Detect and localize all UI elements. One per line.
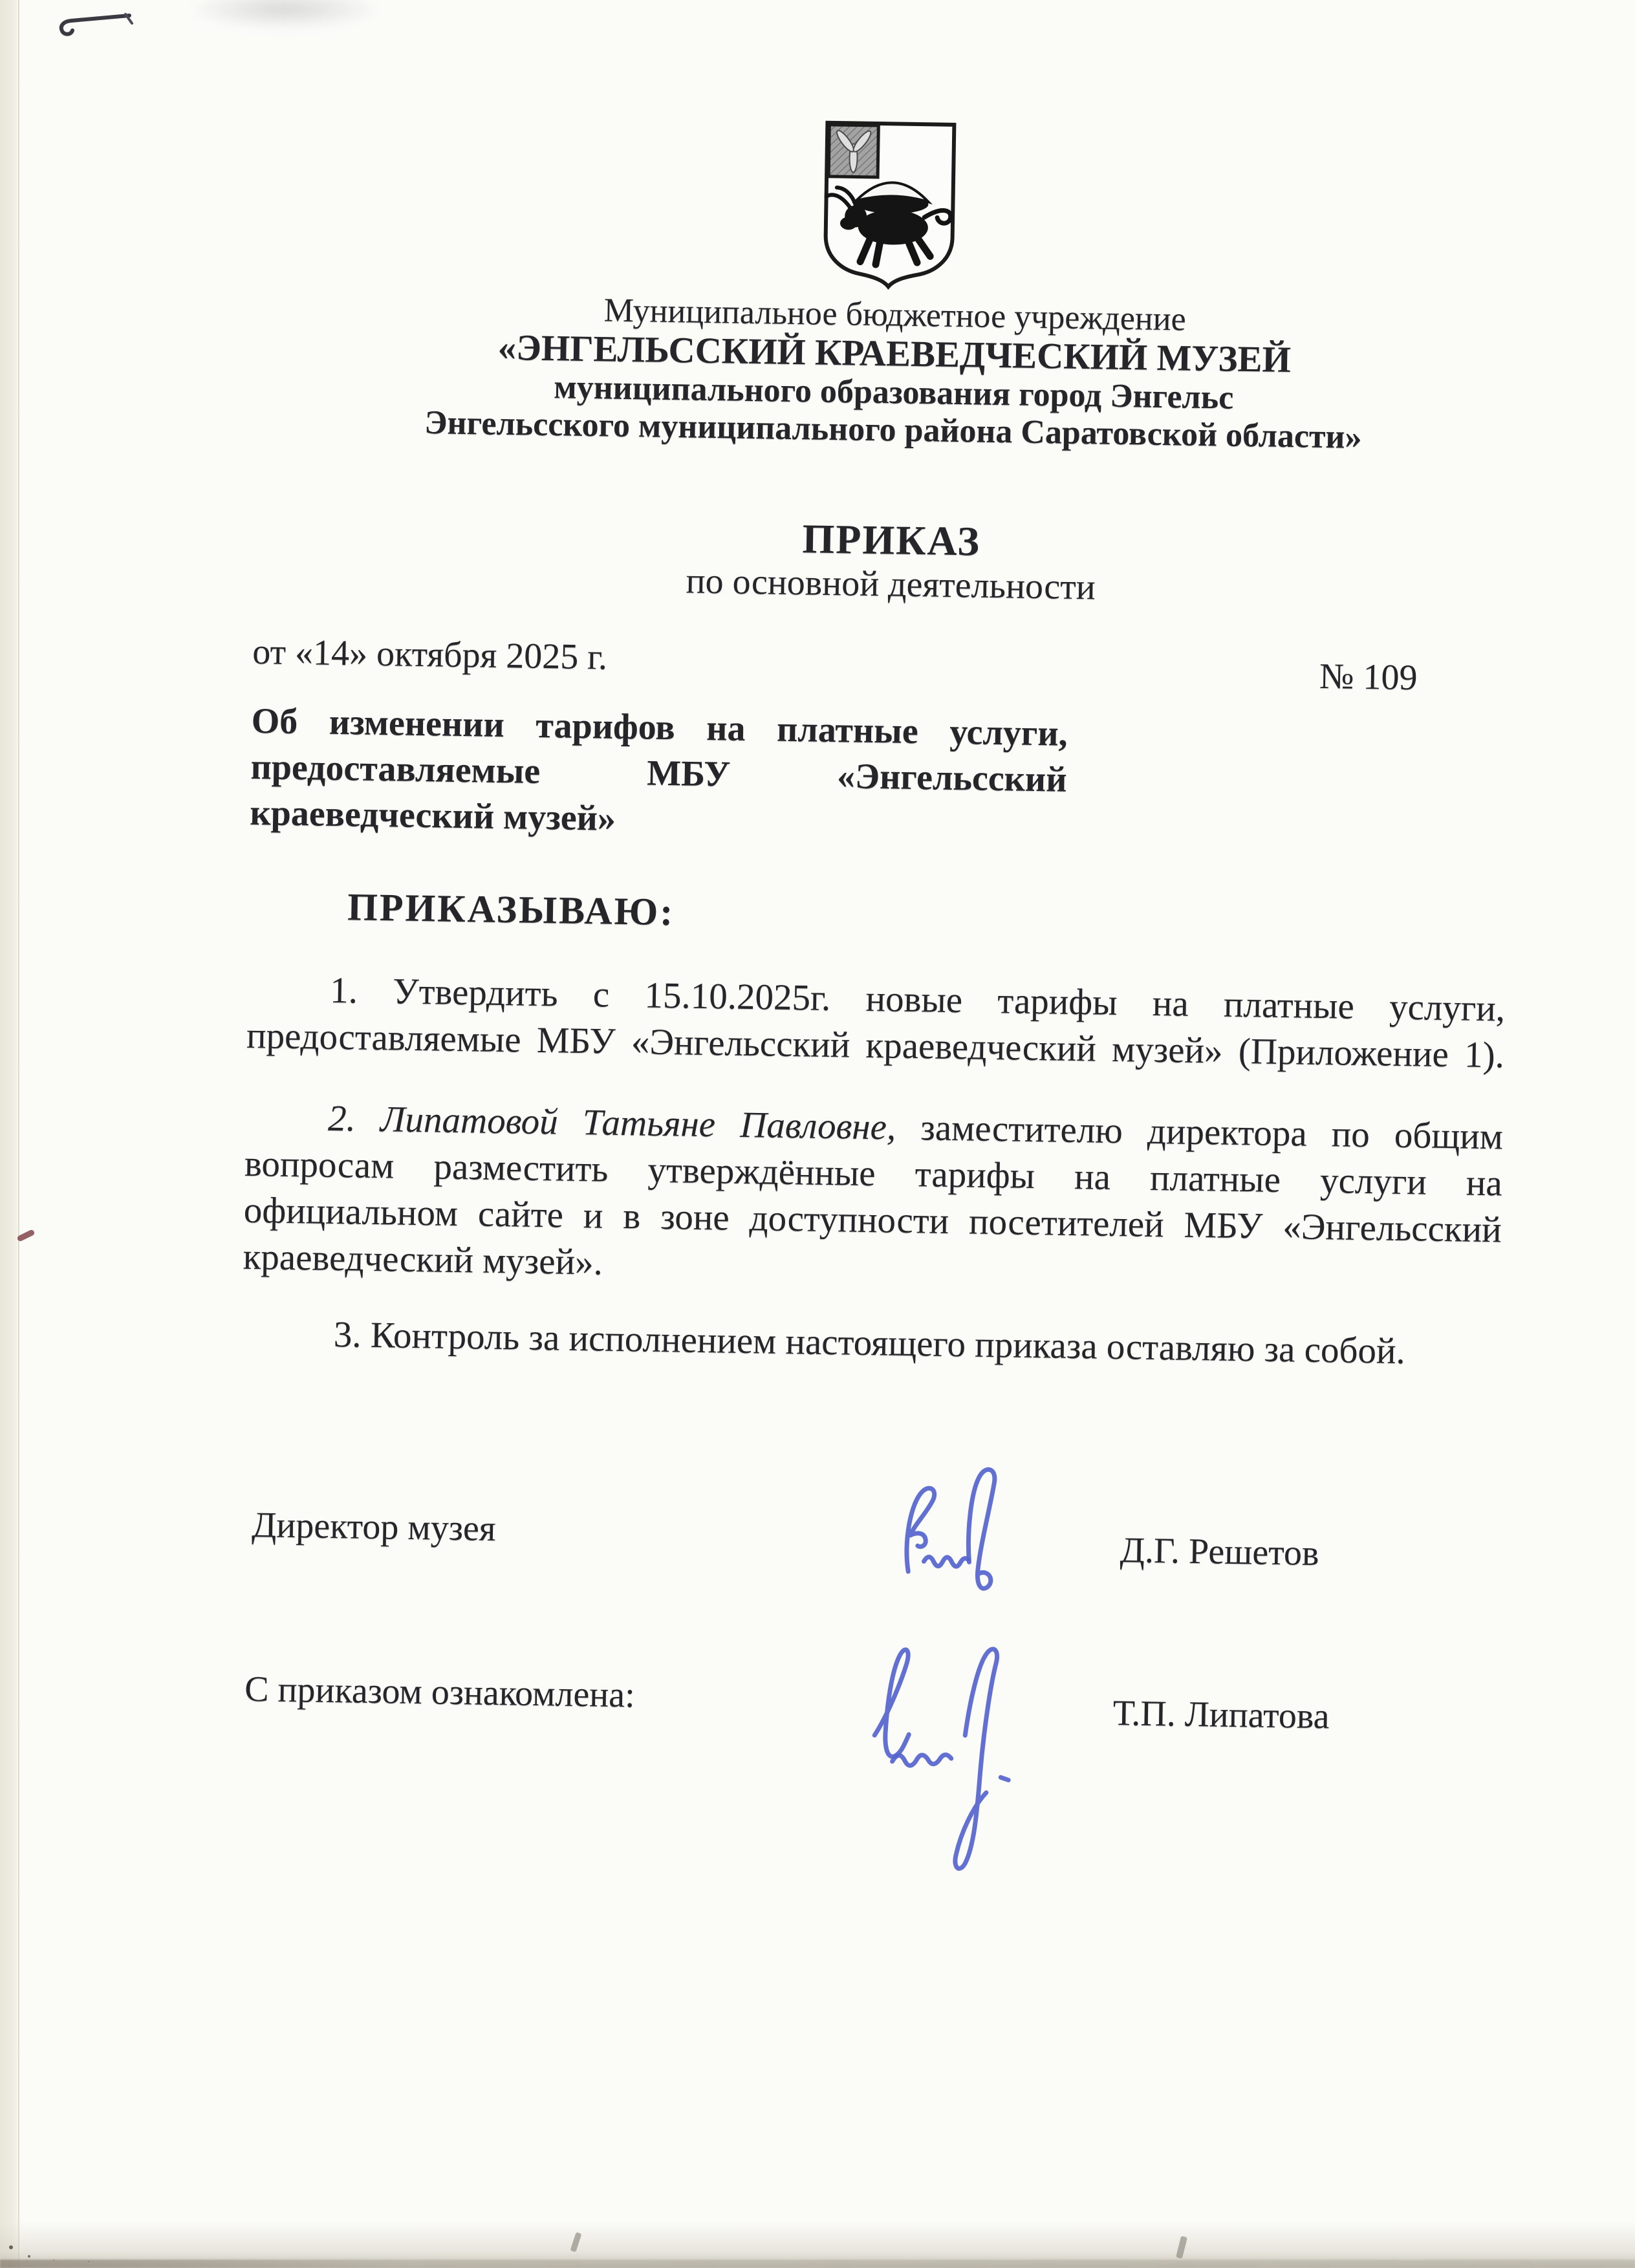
order-item-3	[241, 1310, 1500, 1377]
item3-line-1: 3. Контроль за исполнением настоящего приказа оставляю за собой.	[333, 1314, 1406, 1372]
acknowledged-name: Т.П. Липатова	[1112, 1693, 1330, 1737]
org-line-2: «ЭНГЕЛЬССКИЙ КРАЕВЕДЧЕСКИЙ МУЗЕЙ	[497, 327, 1292, 381]
director-signature	[883, 1462, 1008, 1600]
title-main: ПРИКАЗ	[802, 515, 981, 565]
order-item-1	[246, 966, 1506, 1079]
acknowledged-signature	[826, 1636, 1050, 1879]
item2-line-3: официальном сайте и в зоне доступности посетителей МБУ «Энгельсский	[243, 1189, 1502, 1251]
document-title	[150, 505, 1632, 616]
subject-line-2: предоставляемые МБУ «Энгельсский	[250, 746, 1067, 800]
item2-line-1-rest: заместителю директора по общим	[895, 1107, 1504, 1158]
org-line-4: Энгельсского муниципального района Саратовской области»	[424, 404, 1362, 456]
acknowledgement-label: С приказом ознакомлена:	[244, 1669, 636, 1716]
item1-line-2: предоставляемые МБУ «Энгельсский краеведческий музей» (Приложение 1).	[246, 1015, 1505, 1076]
item1-line-1: 1. Утвердить с 15.10.2025г. новые тарифы на платные услуги,	[329, 969, 1506, 1030]
order-heading: ПРИКАЗЫВАЮ:	[347, 885, 675, 934]
order-item-2	[243, 1094, 1503, 1301]
scan-bottom-edge	[0, 2260, 1635, 2268]
document-number: № 109	[1319, 656, 1418, 698]
title-subtitle: по основной деятельности	[686, 561, 1096, 608]
subject-line-3: краеведческий музей»	[250, 792, 616, 839]
saratov-canton	[828, 125, 878, 177]
item2-name-italic: 2. Липатовой Татьяне Павловне,	[327, 1097, 896, 1148]
coat-of-arms-emblem	[818, 118, 960, 292]
director-title-label: Директор музея	[251, 1505, 497, 1549]
org-line-1: Муниципальное бюджетное учреждение	[603, 292, 1187, 338]
org-header	[153, 285, 1635, 460]
subject-paragraph	[250, 698, 1068, 849]
scan-corner-speckle	[9, 2245, 13, 2249]
subject-line-1: Об изменении тарифов на платные услуги,	[251, 700, 1068, 754]
item2-line-4: краеведческий музей».	[243, 1236, 603, 1283]
date-line: от «14» октября 2025 г.	[252, 631, 608, 678]
item2-line-2: вопросам разместить утверждённые тарифы на платные услуги на	[244, 1143, 1503, 1204]
org-line-3: муниципального образования город Энгельс	[553, 369, 1234, 416]
director-name: Д.Г. Решетов	[1120, 1530, 1319, 1573]
